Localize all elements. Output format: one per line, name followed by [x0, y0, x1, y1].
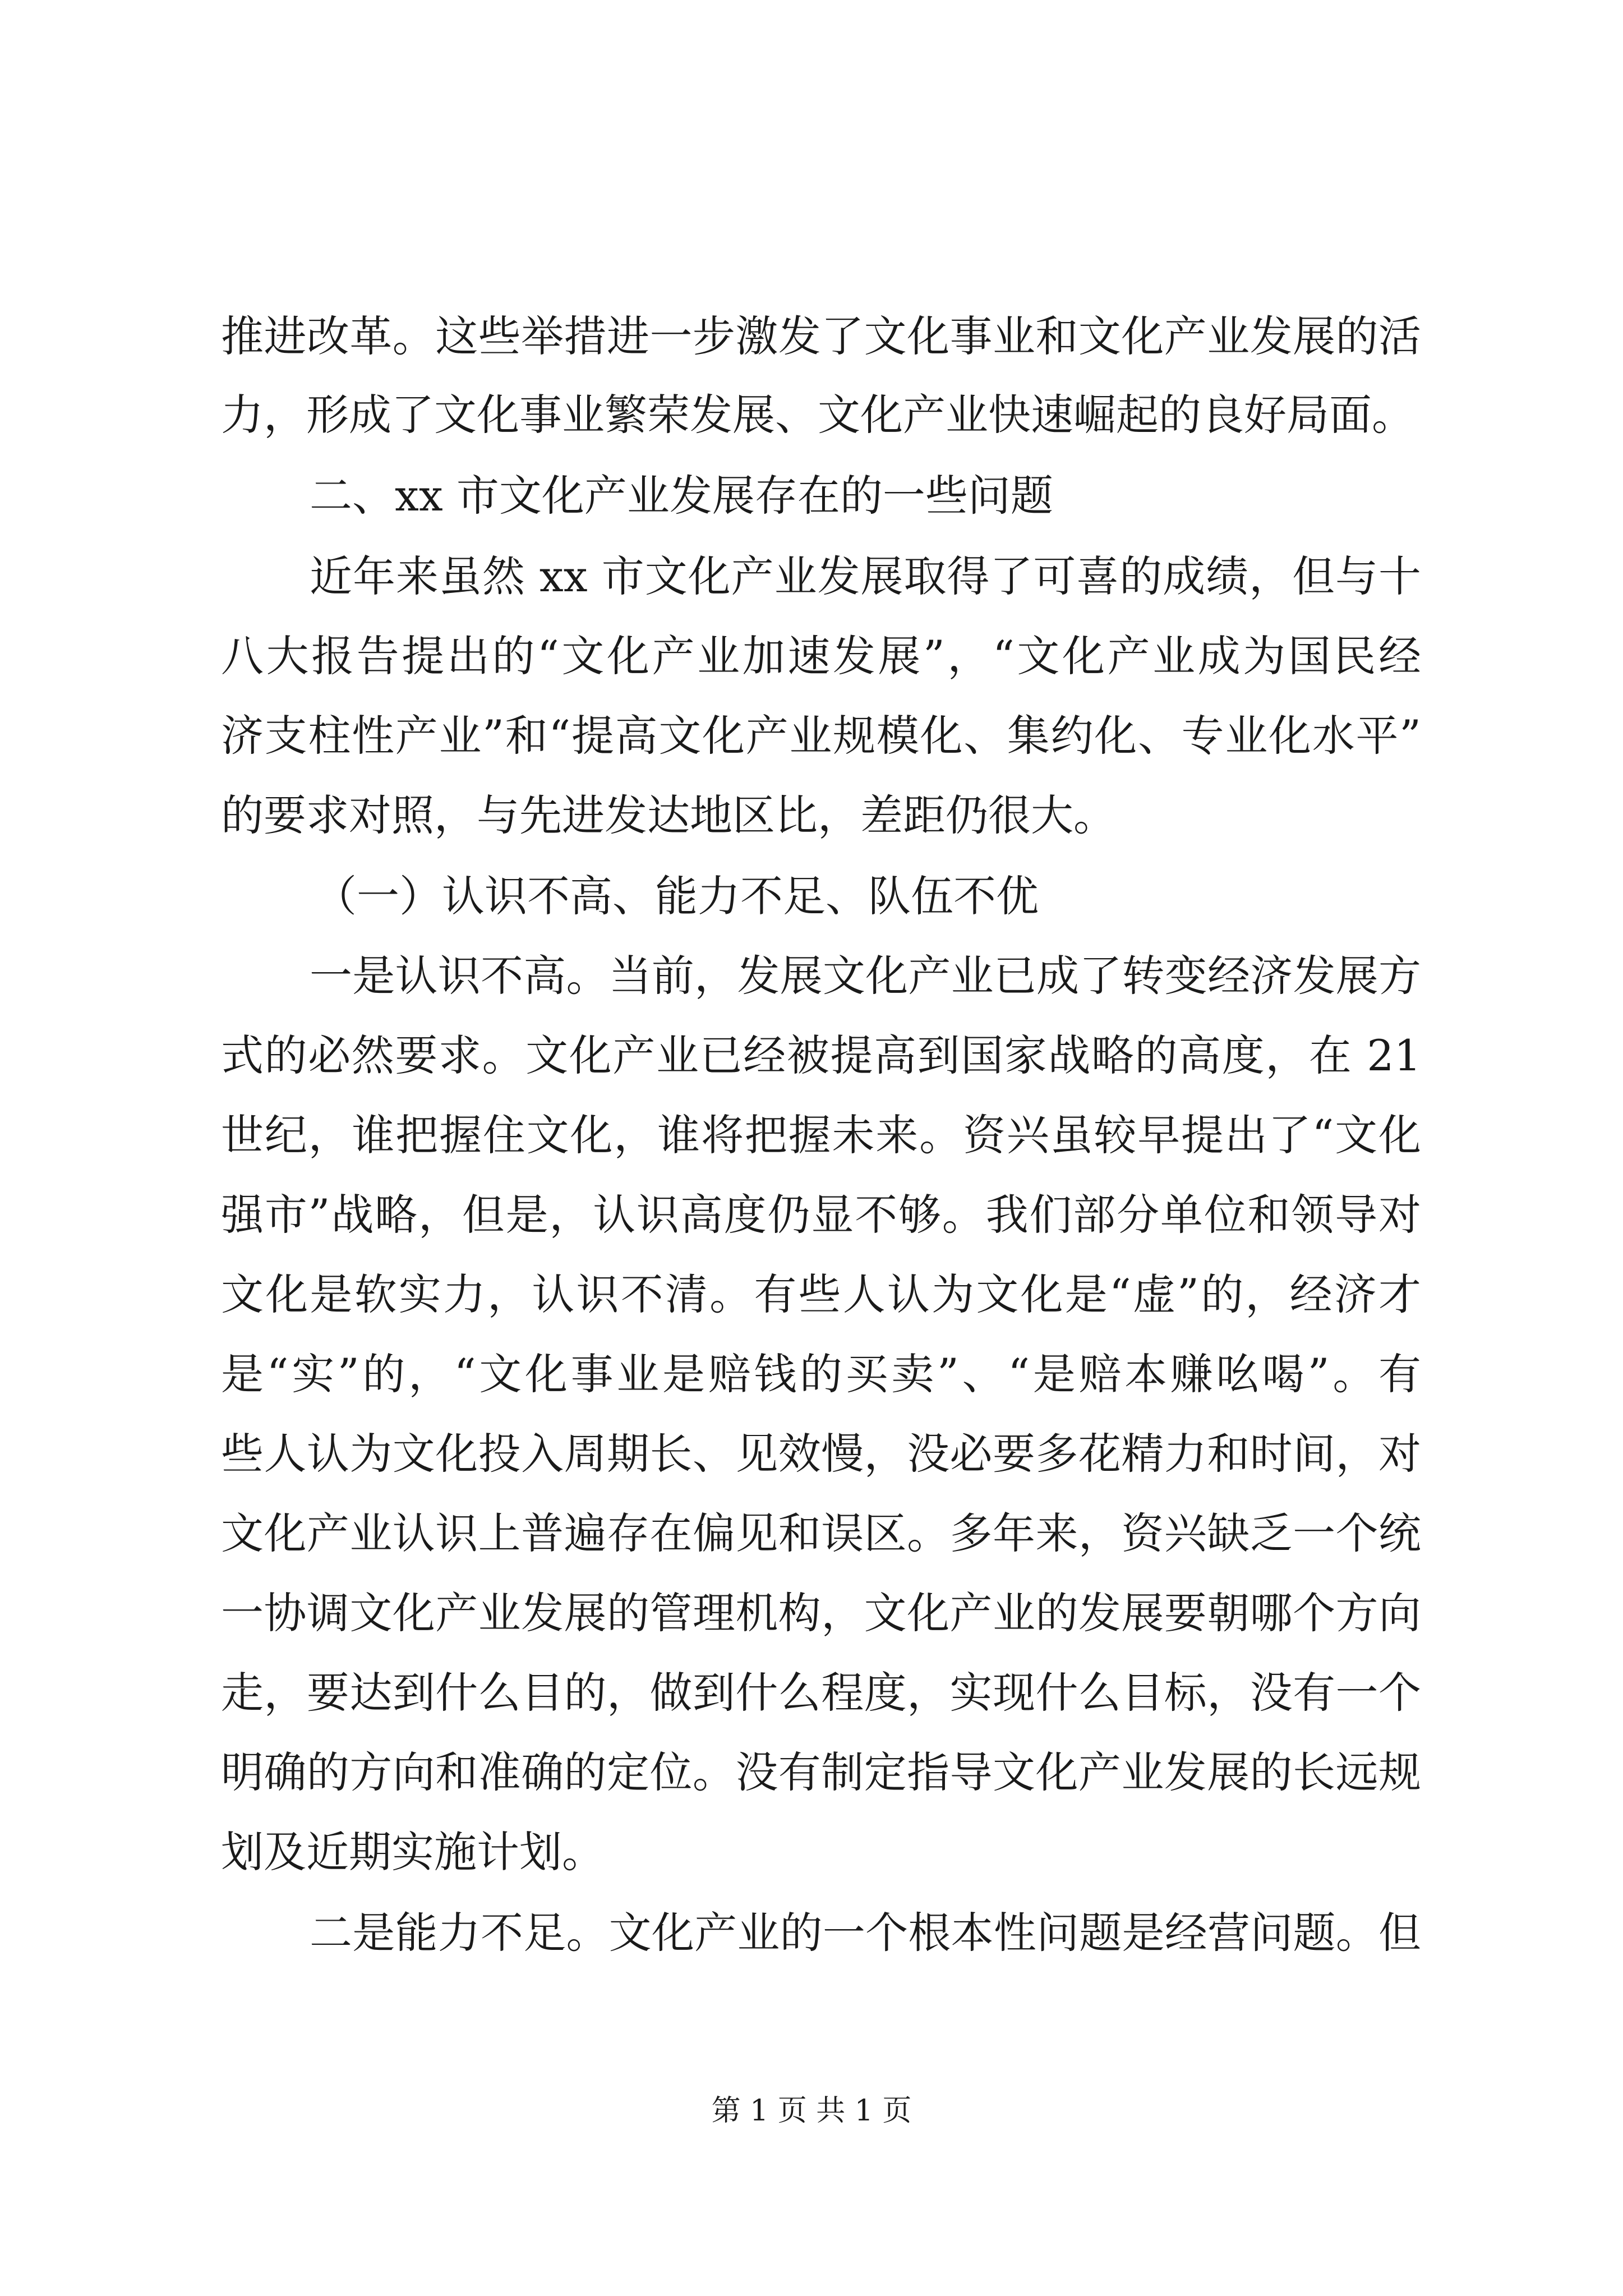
body-line: 力，形成了文化事业繁荣发展、文化产业快速崛起的良好局面。 — [221, 390, 1414, 440]
body-line: 划及近期实施计划。 — [221, 1827, 605, 1877]
page-number-footer: 第 1 页 共 1 页 — [711, 2094, 912, 2128]
section-heading: 二、xx 市文化产业发展存在的一些问题 — [310, 471, 1053, 521]
body-line: 推进改革。这些举措进一步激发了文化事业和文化产业发展的活 — [221, 311, 1421, 361]
body-line: 式的必然要求。文化产业已经被提高到国家战略的高度，在 21 — [221, 1030, 1421, 1080]
body-line: 八大报告提出的“文化产业加速发展”，“文化产业成为国民经 — [221, 631, 1421, 681]
body-line: 文化是软实力，认识不清。有些人认为文化是“虚”的，经济才 — [221, 1269, 1421, 1319]
body-line: 的要求对照，与先进发达地区比，差距仍很大。 — [221, 790, 1116, 840]
subsection-heading: （一）认识不高、能力不足、队伍不优 — [314, 871, 1039, 921]
body-line: 走，要达到什么目的，做到什么程度，实现什么目标，没有一个 — [221, 1668, 1421, 1718]
body-line: 世纪，谁把握住文化，谁将把握未来。资兴虽较早提出了“文化 — [221, 1110, 1421, 1160]
body-line: 济支柱性产业”和“提高文化产业规模化、集约化、专业化水平” — [221, 711, 1421, 761]
body-line: 明确的方向和准确的定位。没有制定指导文化产业发展的长远规 — [221, 1747, 1421, 1797]
body-line: 些人认为文化投入周期长、见效慢，没必要多花精力和时间，对 — [221, 1429, 1421, 1479]
body-line: 强市”战略，但是，认识高度仍显不够。我们部分单位和领导对 — [221, 1190, 1421, 1240]
body-line: 文化产业认识上普遍存在偏见和误区。多年来，资兴缺乏一个统 — [221, 1508, 1421, 1558]
paragraph-first-line: 二是能力不足。文化产业的一个根本性问题是经营问题。但 — [310, 1908, 1421, 1958]
paragraph-first-line: 近年来虽然 xx 市文化产业发展取得了可喜的成绩，但与十 — [310, 551, 1421, 601]
paragraph-first-line: 一是认识不高。当前，发展文化产业已成了转变经济发展方 — [310, 951, 1421, 1001]
body-line: 一协调文化产业发展的管理机构，文化产业的发展要朝哪个方向 — [221, 1588, 1421, 1638]
body-line: 是“实”的，“文化事业是赔钱的买卖”、“是赔本赚吆喝”。有 — [221, 1349, 1421, 1399]
